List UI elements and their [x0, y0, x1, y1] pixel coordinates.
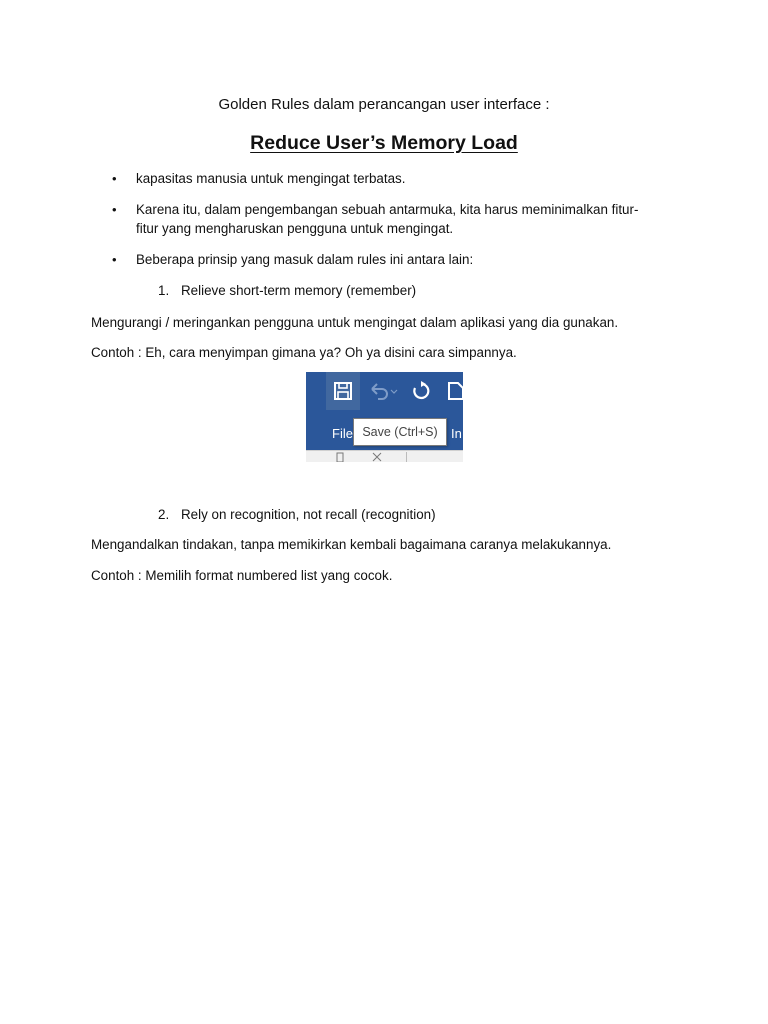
paste-icon	[336, 452, 344, 462]
bullet-marker: •	[112, 252, 117, 267]
insert-menu-label: In	[451, 426, 462, 441]
undo-icon	[368, 381, 398, 405]
list-item-title: Rely on recognition, not recall (recognition)	[181, 507, 436, 522]
paragraph-example: Contoh : Eh, cara menyimpan gimana ya? Oh ya disini cara simpannya.	[91, 345, 517, 360]
save-icon	[333, 381, 353, 405]
file-menu-label: File	[332, 426, 353, 441]
bullet-text-continued: fitur yang mengharuskan pengguna untuk mengingat.	[136, 221, 454, 236]
cut-icon	[372, 452, 382, 462]
bullet-marker: •	[112, 202, 117, 217]
paragraph-example: Contoh : Memilih format numbered list yang cocok.	[91, 568, 393, 583]
ribbon-strip	[306, 450, 463, 462]
page-title: Reduce User’s Memory Load	[250, 132, 518, 154]
new-document-icon	[446, 381, 463, 405]
bullet-text: Karena itu, dalam pengembangan sebuah antarmuka, kita harus meminimalkan fitur-	[136, 202, 639, 217]
bullet-marker: •	[112, 171, 117, 186]
ribbon-divider	[406, 452, 407, 462]
save-tooltip: Save (Ctrl+S)	[353, 418, 447, 446]
bullet-text: Beberapa prinsip yang masuk dalam rules ini antara lain:	[136, 252, 474, 267]
paragraph-description: Mengandalkan tindakan, tanpa memikirkan kembali bagaimana caranya melakukannya.	[91, 537, 612, 552]
list-number: 2.	[158, 507, 170, 522]
paragraph-description: Mengurangi / meringankan pengguna untuk mengingat dalam aplikasi yang dia gunakan.	[91, 315, 619, 330]
redo-icon	[411, 381, 431, 405]
list-number: 1.	[158, 283, 170, 298]
list-item-title: Relieve short-term memory (remember)	[181, 283, 417, 298]
bullet-text: kapasitas manusia untuk mengingat terbatas.	[136, 171, 406, 186]
subtitle: Golden Rules dalam perancangan user interface :	[218, 96, 550, 113]
save-tooltip-screenshot	[306, 372, 463, 462]
